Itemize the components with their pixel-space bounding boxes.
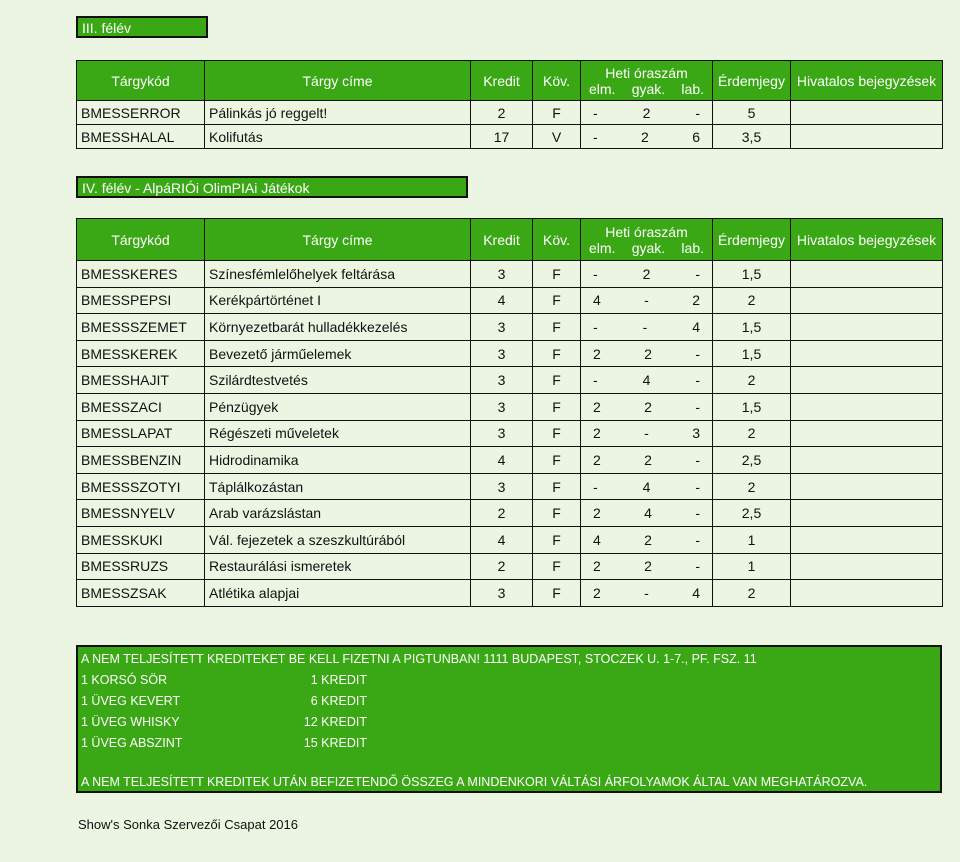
hours-elm: - (593, 128, 598, 145)
course-name: Táplálkozástan (205, 473, 471, 500)
hours-gyak: 2 (644, 345, 652, 362)
course-code: BMESSZACI (77, 393, 205, 420)
hours-elm: 2 (593, 425, 601, 442)
course-grade: 2 (713, 367, 791, 394)
semester-3-title: III. félév (76, 16, 208, 38)
official-entry (791, 420, 943, 447)
course-credit: 2 (471, 553, 533, 580)
header-lab: lab. (681, 239, 704, 256)
course-hours (581, 125, 713, 149)
course-grade: 3,5 (713, 125, 791, 149)
course-credit: 2 (471, 500, 533, 527)
price-amount: 1 KREDIT (310, 673, 367, 687)
course-code: BMESSERROR (77, 101, 205, 125)
hours-elm: - (593, 318, 598, 335)
table-row (77, 101, 943, 125)
semester-4-table (76, 218, 943, 607)
hours-gyak: 2 (644, 558, 652, 575)
table-row (77, 580, 943, 607)
course-hours (581, 526, 713, 553)
header-weekly-hours (581, 61, 713, 101)
course-grade: 2 (713, 580, 791, 607)
course-credit: 4 (471, 526, 533, 553)
hours-elm: 4 (593, 292, 601, 309)
notice-top: A NEM TELJESÍTETT KREDITEKET BE KELL FIZETNI A PIGTUNBAN! 1111 BUDAPEST, STOCZEK U. 1-7., PF. FSZ. 11 (81, 652, 757, 666)
course-grade: 1,5 (713, 340, 791, 367)
course-requirement: F (533, 367, 581, 394)
course-code: BMESSPEPSI (77, 287, 205, 314)
hours-gyak: 4 (642, 372, 651, 389)
hours-gyak: 2 (644, 451, 652, 468)
official-entry (791, 473, 943, 500)
course-credit: 2 (471, 101, 533, 125)
course-code: BMESSSZEMET (77, 314, 205, 341)
table-header-row (77, 219, 943, 261)
course-hours (581, 261, 713, 288)
hours-elm: - (593, 104, 598, 121)
hours-gyak: 2 (644, 531, 652, 548)
hours-gyak: 2 (642, 265, 651, 282)
hours-lab: - (695, 531, 700, 548)
course-hours (581, 287, 713, 314)
course-name: Környezetbarát hulladékkezelés (205, 314, 471, 341)
course-requirement: F (533, 101, 581, 125)
course-grade: 2 (713, 287, 791, 314)
course-code: BMESSSZOTYI (77, 473, 205, 500)
header-code: Tárgykód (77, 219, 205, 261)
official-entry (791, 287, 943, 314)
course-code: BMESSZSAK (77, 580, 205, 607)
course-credit: 4 (471, 447, 533, 474)
price-amount: 15 KREDIT (303, 736, 367, 750)
course-code: BMESSHAJIT (77, 367, 205, 394)
hours-elm: 2 (593, 505, 601, 522)
course-name: Pálinkás jó reggelt! (205, 101, 471, 125)
hours-gyak: 4 (644, 505, 652, 522)
price-item: 1 ÜVEG WHISKY (81, 715, 180, 729)
payment-notice (76, 645, 942, 793)
course-code: BMESSHALAL (77, 125, 205, 149)
hours-lab: 4 (692, 318, 700, 335)
course-grade: 1,5 (713, 261, 791, 288)
table-row (77, 473, 943, 500)
footer-credit: Show's Sonka Szervezői Csapat 2016 (78, 817, 298, 832)
course-credit: 3 (471, 473, 533, 500)
header-requirement: Köv. (533, 219, 581, 261)
table-row (77, 393, 943, 420)
header-lab: lab. (681, 80, 704, 97)
official-entry (791, 101, 943, 125)
table-row (77, 287, 943, 314)
course-code: BMESSNYELV (77, 500, 205, 527)
header-credit: Kredit (471, 61, 533, 101)
official-entry (791, 314, 943, 341)
table-row (77, 314, 943, 341)
course-name: Arab varázslástan (205, 500, 471, 527)
official-entry (791, 340, 943, 367)
course-credit: 3 (471, 261, 533, 288)
header-grade: Érdemjegy (713, 219, 791, 261)
course-code: BMESSRUZS (77, 553, 205, 580)
hours-gyak: - (644, 584, 649, 601)
hours-gyak: - (642, 318, 648, 335)
course-requirement: F (533, 500, 581, 527)
hours-elm: - (593, 372, 598, 389)
hours-lab: 3 (692, 425, 700, 442)
course-name: Hidrodinamika (205, 447, 471, 474)
header-elm: elm. (589, 80, 616, 97)
table-row (77, 526, 943, 553)
course-grade: 5 (713, 101, 791, 125)
course-credit: 17 (471, 125, 533, 149)
price-row (81, 736, 367, 750)
course-requirement: F (533, 340, 581, 367)
course-hours (581, 340, 713, 367)
course-name: Kerékpártörténet I (205, 287, 471, 314)
table-row (77, 420, 943, 447)
hours-lab: 4 (692, 584, 700, 601)
course-grade: 1 (713, 553, 791, 580)
course-grade: 2,5 (713, 447, 791, 474)
official-entry (791, 526, 943, 553)
course-credit: 4 (471, 287, 533, 314)
hours-lab: - (695, 451, 700, 468)
hours-lab: - (695, 372, 700, 389)
course-requirement: F (533, 261, 581, 288)
course-requirement: F (533, 526, 581, 553)
course-grade: 1,5 (713, 393, 791, 420)
course-grade: 2 (713, 473, 791, 500)
header-grade: Érdemjegy (713, 61, 791, 101)
price-row (81, 673, 367, 687)
official-entry (791, 580, 943, 607)
course-grade: 2,5 (713, 500, 791, 527)
course-code: BMESSKERES (77, 261, 205, 288)
course-hours (581, 580, 713, 607)
hours-gyak: 2 (641, 128, 649, 145)
table-row (77, 447, 943, 474)
hours-elm: 2 (593, 345, 601, 362)
official-entry (791, 500, 943, 527)
hours-gyak: 2 (642, 104, 651, 121)
hours-title: Heti óraszám (605, 223, 688, 240)
hours-gyak: 4 (642, 478, 651, 495)
hours-elm: 2 (593, 398, 601, 415)
course-code: BMESSLAPAT (77, 420, 205, 447)
header-credit: Kredit (471, 219, 533, 261)
course-hours (581, 500, 713, 527)
table-row (77, 125, 943, 149)
header-elm: elm. (589, 239, 616, 256)
course-requirement: F (533, 553, 581, 580)
course-credit: 3 (471, 314, 533, 341)
course-code: BMESSKEREK (77, 340, 205, 367)
course-credit: 3 (471, 340, 533, 367)
header-name: Tárgy címe (205, 61, 471, 101)
hours-gyak: - (644, 292, 649, 309)
official-entry (791, 125, 943, 149)
course-name: Kolifutás (205, 125, 471, 149)
official-entry (791, 553, 943, 580)
course-credit: 3 (471, 393, 533, 420)
course-hours (581, 553, 713, 580)
official-entry (791, 261, 943, 288)
hours-elm: - (593, 478, 598, 495)
course-name: Vál. fejezetek a szeszkultúrából (205, 526, 471, 553)
price-row (81, 694, 367, 708)
hours-lab: - (695, 345, 700, 362)
hours-lab: - (695, 505, 700, 522)
header-official: Hivatalos bejegyzések (791, 219, 943, 261)
course-grade: 1,5 (713, 314, 791, 341)
price-amount: 6 KREDIT (310, 694, 367, 708)
course-requirement: V (533, 125, 581, 149)
price-item: 1 ÜVEG ABSZINT (81, 736, 183, 750)
hours-title: Heti óraszám (605, 64, 688, 81)
table-row (77, 500, 943, 527)
price-item: 1 ÜVEG KEVERT (81, 694, 181, 708)
official-entry (791, 447, 943, 474)
hours-elm: 2 (593, 451, 601, 468)
price-item: 1 KORSÓ SÖR (81, 673, 168, 687)
course-requirement: F (533, 580, 581, 607)
official-entry (791, 393, 943, 420)
header-weekly-hours (581, 219, 713, 261)
course-name: Bevezető járműelemek (205, 340, 471, 367)
table-row (77, 553, 943, 580)
table-header-row (77, 61, 943, 101)
notice-bottom: A NEM TELJESÍTETT KREDITEK UTÁN BEFIZETENDŐ ÖSSZEG A MINDENKORI VÁLTÁSI ÁRFOLYAMOK ÁLTAL VAN MEGHATÁROZVA. (81, 775, 868, 789)
course-requirement: F (533, 447, 581, 474)
course-grade: 2 (713, 420, 791, 447)
course-hours (581, 420, 713, 447)
course-name: Színesfémlelőhelyek feltárása (205, 261, 471, 288)
hours-lab: 6 (692, 128, 700, 145)
hours-lab: - (695, 558, 700, 575)
course-hours (581, 367, 713, 394)
semester-3-rows (77, 101, 943, 149)
official-entry (791, 367, 943, 394)
semester-4-title: IV. félév - AlpáRIÓi OlimPIAi Játékok (76, 176, 468, 198)
course-name: Szilárdtestvetés (205, 367, 471, 394)
header-gyak: gyak. (631, 80, 666, 97)
hours-gyak: 2 (644, 398, 652, 415)
course-credit: 3 (471, 367, 533, 394)
table-row (77, 261, 943, 288)
course-credit: 3 (471, 420, 533, 447)
course-hours (581, 473, 713, 500)
course-hours (581, 314, 713, 341)
price-row (81, 715, 367, 729)
hours-lab: - (695, 265, 700, 282)
course-name: Pénzügyek (205, 393, 471, 420)
course-hours (581, 101, 713, 125)
course-requirement: F (533, 393, 581, 420)
hours-lab: - (695, 104, 700, 121)
hours-gyak: - (644, 425, 649, 442)
header-code: Tárgykód (77, 61, 205, 101)
course-requirement: F (533, 473, 581, 500)
hours-lab: 2 (692, 292, 700, 309)
course-code: BMESSBENZIN (77, 447, 205, 474)
header-gyak: gyak. (631, 239, 666, 256)
header-requirement: Köv. (533, 61, 581, 101)
course-requirement: F (533, 287, 581, 314)
hours-elm: 4 (593, 531, 601, 548)
header-name: Tárgy címe (205, 219, 471, 261)
semester-3-table (76, 60, 943, 149)
price-amount: 12 KREDIT (303, 715, 367, 729)
course-grade: 1 (713, 526, 791, 553)
hours-lab: - (695, 398, 700, 415)
hours-elm: 2 (593, 558, 601, 575)
course-requirement: F (533, 420, 581, 447)
course-name: Régészeti műveletek (205, 420, 471, 447)
hours-elm: 2 (593, 584, 601, 601)
course-hours (581, 447, 713, 474)
course-name: Restaurálási ismeretek (205, 553, 471, 580)
semester-4-rows (77, 261, 943, 607)
course-credit: 3 (471, 580, 533, 607)
course-requirement: F (533, 314, 581, 341)
hours-elm: - (593, 265, 598, 282)
hours-lab: - (695, 478, 700, 495)
course-hours (581, 393, 713, 420)
course-code: BMESSKUKI (77, 526, 205, 553)
header-official: Hivatalos bejegyzések (791, 61, 943, 101)
table-row (77, 367, 943, 394)
table-row (77, 340, 943, 367)
course-name: Atlétika alapjai (205, 580, 471, 607)
